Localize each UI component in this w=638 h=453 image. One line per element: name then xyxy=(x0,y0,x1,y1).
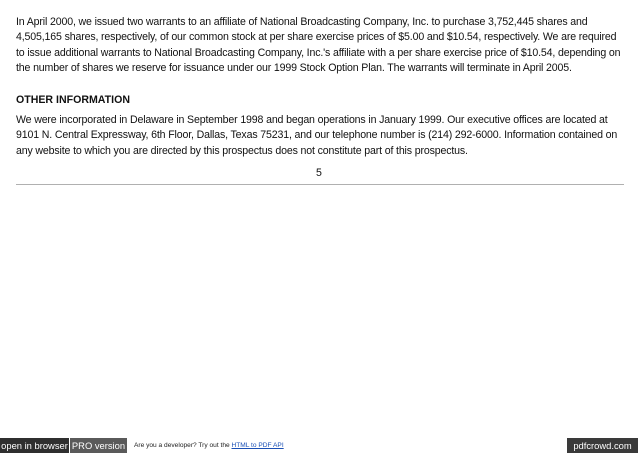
pdfcrowd-brand-link[interactable]: pdfcrowd.com xyxy=(567,438,638,453)
pdfcrowd-footer-bar xyxy=(0,438,638,453)
page-number: 5 xyxy=(316,167,322,179)
developer-prompt xyxy=(134,438,284,453)
pro-version-button[interactable]: PRO version xyxy=(71,440,126,451)
paragraph-other-information: We were incorporated in Delaware in September 1998 and began operations in January 1999. Our executive offices are located at 9101 N. Central Expressway, 6th Floor, Dallas, Texas 75231, and our telephone number is (214) 292-6000. Information contained on any website to which you are directed by this prospectus does not constitute part of this prospectus. xyxy=(16,114,618,157)
divider xyxy=(16,184,624,185)
html-to-pdf-api-link[interactable]: HTML to PDF API xyxy=(231,442,284,449)
developer-prompt-text: Are you a developer? Try out the xyxy=(134,442,230,449)
paragraph-warrants: In April 2000, we issued two warrants to an affiliate of National Broadcasting Company, Inc. to purchase 3,752,445 shares and 4,505,165 shares, respectively, of our common stock at per share exercise prices of $5.00 and $10.54, respectively. We are required to issue additional warrants to National Broadcasting Company, Inc.'s affiliate with a per share exercise price of $10.54, depending on the number of shares we reserve for issuance under our 1999 Stock Option Plan. The warrants will terminate in April 2005. xyxy=(16,16,621,75)
open-in-browser-button[interactable]: open in browser xyxy=(1,440,68,451)
section-heading: OTHER INFORMATION xyxy=(16,94,130,106)
